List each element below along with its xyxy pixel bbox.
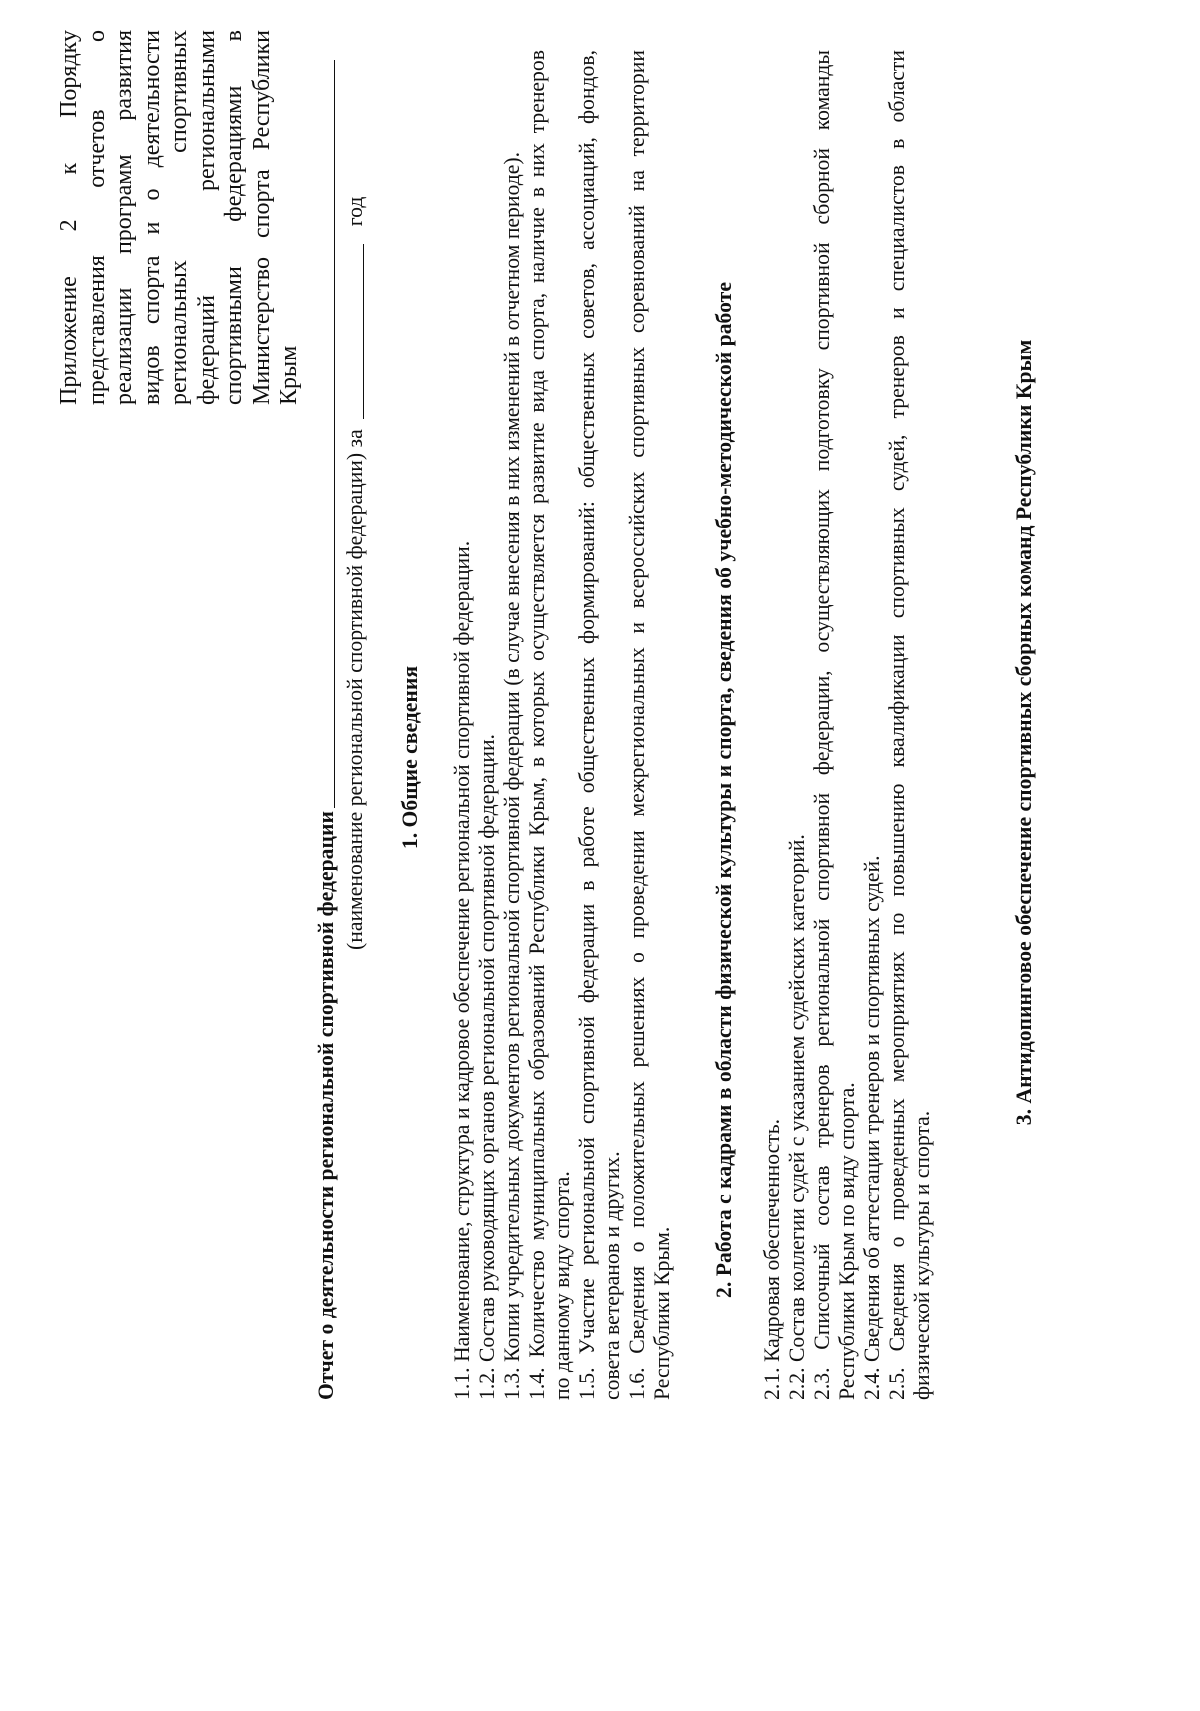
appendix-note-line: федераций региональными <box>193 30 220 405</box>
list-item-line: 1.2. Состав руководящих органов региональной спортивной федерации. <box>475 734 499 1400</box>
section-heading-3: 3. Антидопинговое обеспечение спортивных сборных команд Республики Крым <box>1012 339 1036 1126</box>
list-item-line: 1.5. Участие региональной спортивной федерации в работе общественных формирований: общественных советов, ассоциаций, фондов, <box>575 50 599 1400</box>
list-item-line: физической культуры и спорта. <box>910 1110 934 1400</box>
list-item <box>785 50 810 1400</box>
year-underline <box>363 244 364 419</box>
list-item-line: 1.4. Количество муниципальных образований Республики Крым, в которых осуществляется развитие вида спорта, наличие в них тренеров <box>525 50 549 1400</box>
report-title: Отчет о деятельности региональной спортивной федерации <box>314 811 338 1400</box>
appendix-note-line: спортивными федерациями в <box>221 30 247 405</box>
section-2-items <box>760 50 935 1400</box>
federation-name-hint: (наименование региональной спортивной федерации) за <box>343 429 367 950</box>
list-item-line: Республики Крым по виду спорта. <box>835 1082 859 1400</box>
appendix-note-line: представления отчетов о <box>83 30 110 405</box>
report-title-row <box>314 60 339 1400</box>
appendix-note-line: Крым <box>276 345 302 405</box>
section-heading-1: 1. Общие сведения <box>398 665 422 850</box>
list-item <box>575 50 625 1400</box>
appendix-note-line: реализации программ развития <box>111 30 137 405</box>
list-item-line: 2.2. Состав коллегии судей с указанием судейских категорий. <box>785 834 809 1400</box>
list-item-line: 2.4. Сведения об аттестации тренеров и спортивных судей. <box>860 855 884 1400</box>
appendix-note-line: видов спорта и о деятельности <box>138 30 165 405</box>
list-item-line: совета ветеранов и других. <box>600 1151 624 1400</box>
list-item <box>860 50 885 1400</box>
list-item <box>475 50 500 1400</box>
section-1-items <box>450 50 675 1400</box>
section-heading-2: 2. Работа с кадрами в области физической культуры и спорта, сведения об учебно-методической работе <box>712 282 736 1298</box>
list-item-line: по данному виду спорта. <box>550 1171 574 1400</box>
list-item-line: 2.5. Сведения о проведенных мероприятиях по повышению квалификации спортивных судей, тренеров и специалистов в области <box>885 50 909 1400</box>
appendix-note-line: региональных спортивных <box>166 30 192 405</box>
appendix-note <box>56 30 304 405</box>
appendix-note-line: Министерство спорта Республики <box>248 30 275 405</box>
report-subtitle-row <box>343 197 368 950</box>
list-item <box>885 50 935 1400</box>
list-item-line: Республики Крым. <box>650 1226 674 1400</box>
list-item <box>760 50 785 1400</box>
list-item <box>625 50 675 1400</box>
federation-name-underline <box>334 60 335 808</box>
list-item-line: 1.6. Сведения о положительных решениях о проведении межрегиональных и всероссийских спортивных соревнований на территории <box>625 50 649 1400</box>
appendix-note-line: Приложение 2 к Порядку <box>56 30 82 405</box>
list-item-line: 1.3. Копии учредительных документов региональной спортивной федерации (в случае внесения в них изменений в отчетном периоде). <box>500 151 524 1400</box>
year-label: год <box>343 196 367 227</box>
list-item <box>500 50 525 1400</box>
list-item-line: 2.3. Списочный состав тренеров региональной спортивной федерации, осуществляющих подготовку спортивной сборной команды <box>810 50 834 1400</box>
list-item-line: 1.1. Наименование, структура и кадровое обеспечение региональной спортивной федерации. <box>450 540 474 1400</box>
list-item <box>810 50 860 1400</box>
list-item-line: 2.1. Кадровая обеспеченность. <box>760 1118 784 1400</box>
list-item <box>450 50 475 1400</box>
list-item <box>525 50 575 1400</box>
